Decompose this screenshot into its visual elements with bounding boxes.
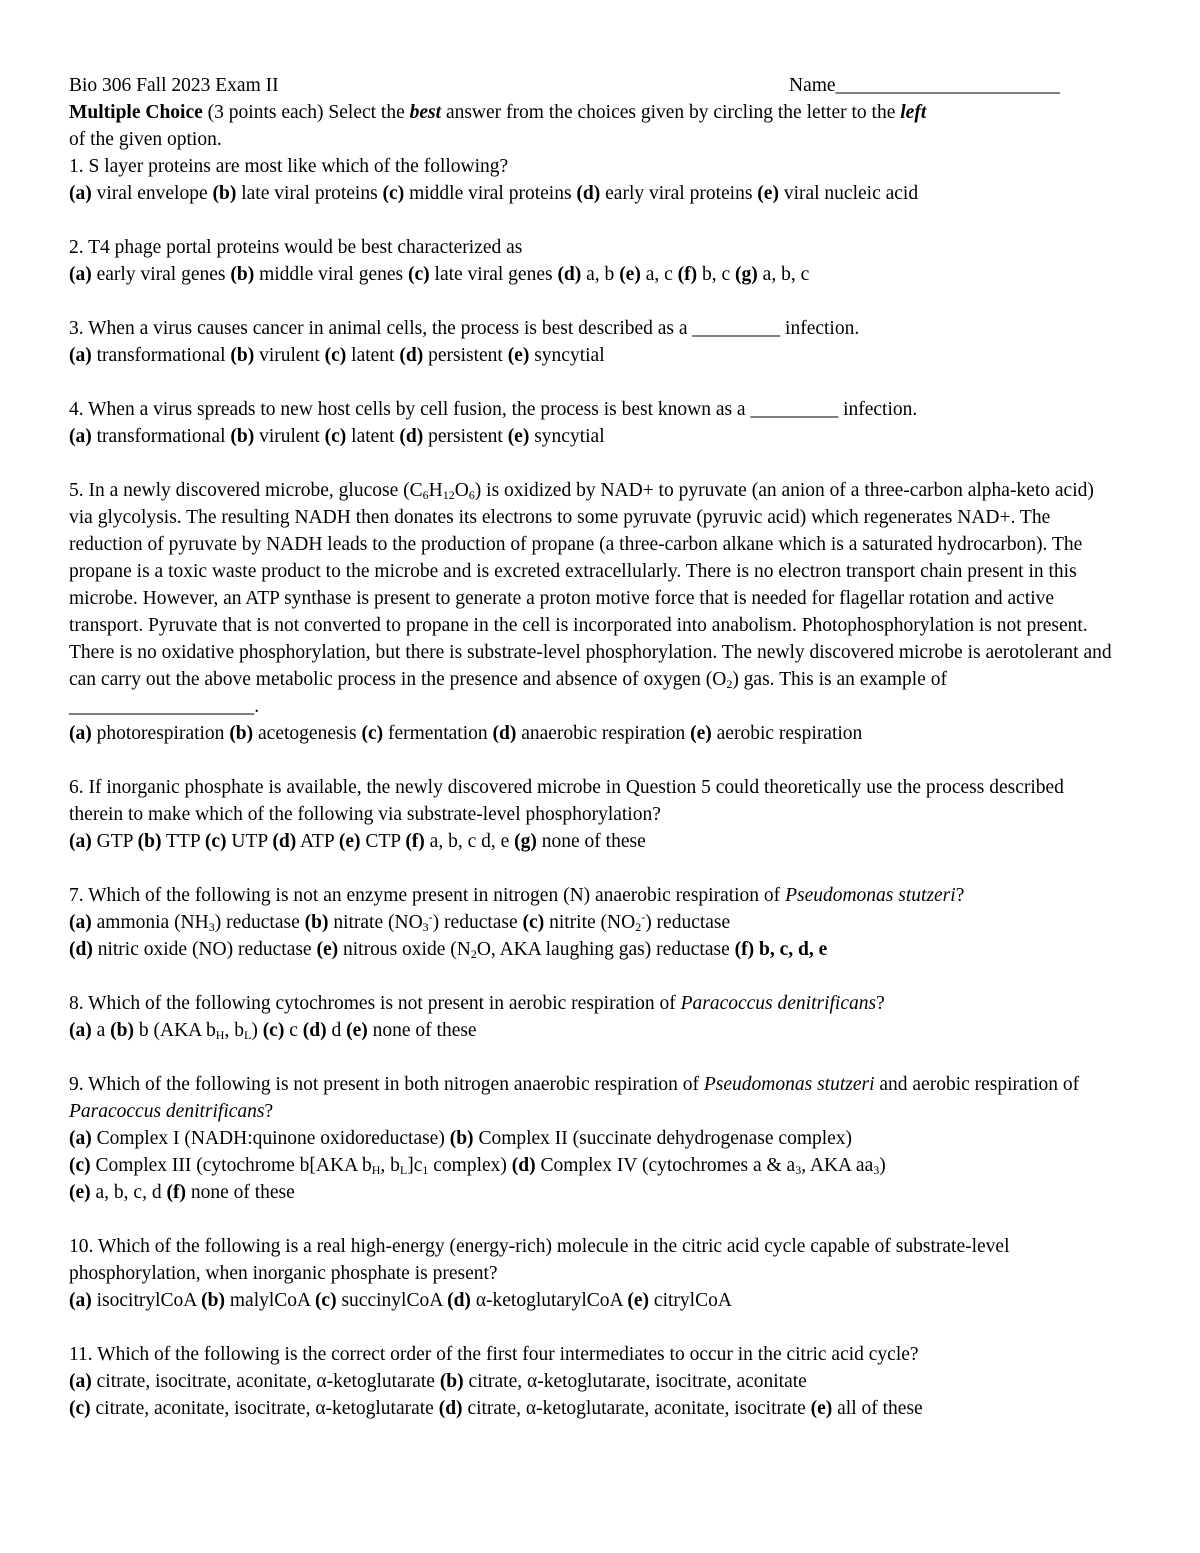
question-stem: 3. When a virus causes cancer in animal cells, the process is best described as a _________ infection. [69, 318, 860, 339]
species-name: Paracoccus denitrificans [69, 1101, 265, 1122]
question-1 [69, 153, 1119, 207]
option-text: syncytial [534, 426, 605, 447]
option-text: , b [224, 1020, 244, 1041]
option-text: latent [351, 426, 395, 447]
option-text: virulent [259, 345, 320, 366]
option-letter-c[interactable]: (c) [69, 1155, 91, 1176]
answer-options [69, 909, 1119, 936]
option-letter-f[interactable]: (f) [166, 1182, 186, 1203]
option-text: transformational [96, 426, 226, 447]
option-text: CTP [365, 831, 401, 852]
option-text: , b [380, 1155, 400, 1176]
option-text: (3 points each) Select the [202, 102, 410, 123]
option-text: ? [264, 1101, 274, 1122]
option-text: ) reductase [432, 912, 518, 933]
option-letter-f[interactable]: (f) [677, 264, 698, 285]
option-text: ammonia (NH [96, 912, 209, 933]
option-letter-b[interactable]: (b) [439, 1371, 464, 1392]
option-text: viral envelope [96, 183, 208, 204]
option-letter-c[interactable]: (c) [324, 345, 347, 366]
option-letter-f[interactable]: (f) [734, 939, 755, 960]
option-text: a, b, c d, e [429, 831, 510, 852]
option-letter-b[interactable]: (b) [449, 1128, 474, 1149]
question-stem [69, 477, 1119, 720]
option-text: 3 [422, 920, 429, 934]
option-text: late viral genes [434, 264, 553, 285]
option-text: Complex IV (cytochromes a & a [540, 1155, 796, 1176]
answer-options [69, 828, 1119, 855]
option-text: 2 [726, 677, 733, 691]
answer-options [69, 1395, 1119, 1422]
option-text: nitric oxide (NO) reductase [97, 939, 312, 960]
name-label: Name [789, 75, 836, 96]
option-text: ) [879, 1155, 886, 1176]
answer-options [69, 180, 1119, 207]
option-letter-a[interactable]: (a) [69, 1371, 92, 1392]
option-letter-e[interactable]: (e) [627, 1290, 650, 1311]
option-letter-d[interactable]: (d) [447, 1290, 471, 1311]
option-text: b (AKA b [138, 1020, 216, 1041]
option-text: a, b, c [762, 264, 810, 285]
option-letter-a[interactable]: (a) [69, 723, 92, 744]
option-letter-c[interactable]: (c) [314, 1290, 337, 1311]
answer-options [69, 1179, 1119, 1206]
option-text: H [215, 1028, 225, 1042]
option-text: O [454, 480, 469, 501]
option-text: a, c [645, 264, 673, 285]
option-letter-g[interactable]: (g) [735, 264, 758, 285]
option-text: - [641, 910, 646, 924]
option-letter-c[interactable]: (c) [262, 1020, 285, 1041]
option-text: ? [955, 885, 965, 906]
answer-options [69, 1287, 1119, 1314]
option-text: a [96, 1020, 106, 1041]
option-text: anaerobic respiration [521, 723, 686, 744]
option-text: ) [251, 1020, 258, 1041]
exam-page [69, 72, 1119, 1422]
question-stem [69, 1071, 1119, 1125]
option-letter-b[interactable]: (b) [304, 912, 329, 933]
question-2 [69, 234, 1119, 288]
option-letter-a[interactable]: (a) [69, 1020, 92, 1041]
option-text: none of these [372, 1020, 477, 1041]
option-letter-d[interactable]: (d) [69, 939, 93, 960]
question-4 [69, 396, 1119, 450]
option-text: L [399, 1163, 408, 1177]
option-text: virulent [259, 426, 320, 447]
option-text: early viral genes [96, 264, 226, 285]
option-text: fermentation [387, 723, 488, 744]
option-text: a, b [586, 264, 615, 285]
option-letter-a[interactable]: (a) [69, 912, 92, 933]
option-text: ) is oxidized by NAD+ to pyruvate (an anion of a three-carbon alpha-keto acid) via glycolysis. The resulting NADH then donates its electrons to some pyruvate (pyruvic acid) which regenerates NAD+. The reduction of pyruvate by NADH leads to the production of propane (a three-carbon alkane which is a saturated hydrocarbon). The propane is a toxic waste product to the microbe and is excreted extracellularly. There is no electron transport chain present in this microbe. However, an ATP synthase is present to generate a proton motive force that is needed for flagellar rotation and active transport. Pyruvate that is not converted to propane in the cell is incorporated into anabolism. Photophosphorylation is not present. There is no oxidative phosphorylation, but there is substrate-level phosphorylation. The newly discovered microbe is aerotolerant and can carry out the above metabolic process in the presence and absence of oxygen (O [69, 480, 1112, 690]
option-letter-a[interactable]: (a) [69, 264, 92, 285]
option-text: 6 [422, 488, 429, 502]
option-text: middle viral genes [259, 264, 404, 285]
option-letter-b[interactable]: (b) [229, 723, 254, 744]
option-text: UTP [231, 831, 268, 852]
option-text: none of these [541, 831, 646, 852]
question-6 [69, 774, 1119, 855]
option-text: - [428, 910, 433, 924]
question-stem [69, 882, 1119, 909]
instructions [69, 99, 1119, 153]
answer-options [69, 1017, 1119, 1044]
option-letter-e[interactable]: (e) [507, 426, 530, 447]
option-text: 2 [470, 947, 477, 961]
question-stem [69, 990, 1119, 1017]
option-text: succinylCoA [341, 1290, 443, 1311]
option-letter-c[interactable]: (c) [522, 912, 545, 933]
option-text: aerobic respiration [716, 723, 863, 744]
option-letter-e[interactable]: (e) [757, 183, 779, 204]
emphasis-best: best [409, 102, 442, 123]
option-text: α-ketoglutarylCoA [475, 1290, 623, 1311]
option-text: 3 [795, 1163, 802, 1177]
option-text: malylCoA [229, 1290, 311, 1311]
option-letter-b[interactable]: (b) [230, 264, 255, 285]
question-8 [69, 990, 1119, 1044]
option-letter-e[interactable]: (e) [507, 345, 530, 366]
option-letter-e[interactable]: (e) [810, 1398, 833, 1419]
option-text: 8. Which of the following cytochromes is not present in aerobic respiration of [69, 993, 681, 1014]
option-text: Complex II (succinate dehydrogenase complex) [478, 1128, 853, 1149]
option-letter-e[interactable]: (e) [69, 1182, 91, 1203]
option-text: citrate, α-ketoglutarate, aconitate, isocitrate [467, 1398, 806, 1419]
name-field[interactable] [789, 72, 1060, 99]
answer-options [69, 261, 1119, 288]
option-letter-d[interactable]: (d) [511, 1155, 536, 1176]
option-letter-a[interactable]: (a) [69, 426, 92, 447]
option-text: transformational [96, 345, 226, 366]
species-name: Pseudomonas stutzeri [703, 1074, 875, 1095]
option-letter-a[interactable]: (a) [69, 831, 92, 852]
question-5 [69, 477, 1119, 747]
question-9 [69, 1071, 1119, 1206]
question-stem: 2. T4 phage portal proteins would be best characterized as [69, 237, 523, 258]
option-letter-a[interactable]: (a) [69, 1128, 92, 1149]
option-text: ) gas. This is an example of ___________________. [69, 669, 947, 717]
option-letter-e[interactable]: (e) [619, 264, 641, 285]
option-letter-f[interactable]: (f) [405, 831, 425, 852]
option-text: citrate, α-ketoglutarate, isocitrate, aconitate [468, 1371, 807, 1392]
option-text: nitrate (NO [333, 912, 423, 933]
option-text: a, b, c, d [95, 1182, 162, 1203]
option-text: 3 [208, 920, 215, 934]
question-stem: 10. Which of the following is a real high-energy (energy-rich) molecule in the citric acid cycle capable of substrate-level phosphorylation, when inorganic phosphate is present? [69, 1236, 1010, 1284]
option-letter-a[interactable]: (a) [69, 345, 92, 366]
option-text: middle viral proteins [409, 183, 572, 204]
option-letter-b[interactable]: (b) [230, 426, 255, 447]
option-text: latent [351, 345, 395, 366]
option-text: b, c [702, 264, 731, 285]
question-stem: 6. If inorganic phosphate is available, the newly discovered microbe in Question 5 could theoretically use the process described therein to make which of the following via substrate-level phosphorylation? [69, 777, 1064, 825]
option-text: citrate, aconitate, isocitrate, α-ketoglutarate [95, 1398, 434, 1419]
option-text: syncytial [534, 345, 605, 366]
option-text: H [428, 480, 443, 501]
option-letter-c[interactable]: (c) [204, 831, 227, 852]
answer-options [69, 720, 1119, 747]
question-10 [69, 1233, 1119, 1314]
exam-title: Bio 306 Fall 2023 Exam II [69, 75, 279, 96]
option-letter-c[interactable]: (c) [69, 1398, 91, 1419]
option-text: persistent [428, 426, 503, 447]
option-letter-b[interactable]: (b) [212, 183, 237, 204]
option-letter-e[interactable]: (e) [316, 939, 339, 960]
option-letter-d[interactable]: (d) [557, 264, 582, 285]
option-letter-a[interactable]: (a) [69, 183, 92, 204]
option-text: L [243, 1028, 252, 1042]
option-text: O, AKA laughing gas) reductase [476, 939, 730, 960]
option-letter-e[interactable]: (e) [338, 831, 361, 852]
option-letter-b[interactable]: (b) [201, 1290, 226, 1311]
option-text: 7. Which of the following is not an enzyme present in nitrogen (N) anaerobic respiration of [69, 885, 786, 906]
option-text: H [371, 1163, 381, 1177]
option-letter-e[interactable]: (e) [690, 723, 712, 744]
option-text: of the given option. [69, 129, 222, 150]
emphasis-left: left [900, 102, 927, 123]
option-text: isocitrylCoA [96, 1290, 197, 1311]
option-letter-d[interactable]: (d) [399, 426, 424, 447]
name-blank[interactable]: _______________________ [835, 75, 1060, 96]
option-text: Complex I (NADH:quinone oxidoreductase) [96, 1128, 445, 1149]
option-letter-g[interactable]: (g) [514, 831, 537, 852]
option-letter-c[interactable]: (c) [361, 723, 384, 744]
option-text: 9. Which of the following is not present in both nitrogen anaerobic respiration of [69, 1074, 704, 1095]
question-stem: 11. Which of the following is the correct order of the first four intermediates to occur in the citric acid cycle? [69, 1344, 919, 1365]
option-text: and aerobic respiration of [874, 1074, 1080, 1095]
question-stem: 1. S layer proteins are most like which of the following? [69, 156, 509, 177]
option-letter-b[interactable]: (b) [110, 1020, 134, 1041]
option-text: late viral proteins [241, 183, 378, 204]
option-text: Complex III (cytochrome b[AKA b [95, 1155, 372, 1176]
option-letter-d[interactable]: (d) [438, 1398, 463, 1419]
option-text: 2 [635, 920, 642, 934]
option-text: TTP [166, 831, 200, 852]
option-text: b, c, d, e [758, 939, 828, 960]
option-text: ATP [300, 831, 334, 852]
option-text: d [331, 1020, 342, 1041]
option-text: complex) [428, 1155, 507, 1176]
answer-options [69, 1125, 1119, 1152]
option-text: citrylCoA [653, 1290, 732, 1311]
option-text: c [289, 1020, 298, 1041]
option-text: ]c [407, 1155, 423, 1176]
option-letter-d[interactable]: (d) [399, 345, 424, 366]
option-text: all of these [837, 1398, 923, 1419]
option-text: GTP [96, 831, 133, 852]
option-letter-d[interactable]: (d) [272, 831, 297, 852]
option-text: photorespiration [96, 723, 225, 744]
option-text: viral nucleic acid [783, 183, 919, 204]
option-text: 3 [873, 1163, 880, 1177]
answer-options [69, 342, 1119, 369]
option-text: none of these [190, 1182, 295, 1203]
option-text: 5. In a newly discovered microbe, glucose (C [69, 480, 423, 501]
option-letter-d[interactable]: (d) [302, 1020, 327, 1041]
option-letter-b[interactable]: (b) [230, 345, 255, 366]
option-text: , AKA aa [801, 1155, 874, 1176]
option-text: nitrite (NO [549, 912, 636, 933]
option-text: 1 [422, 1163, 429, 1177]
option-letter-e[interactable]: (e) [346, 1020, 368, 1041]
option-text: ? [876, 993, 885, 1014]
option-letter-a[interactable]: (a) [69, 1290, 92, 1311]
option-letter-d[interactable]: (d) [492, 723, 517, 744]
option-text: early viral proteins [605, 183, 753, 204]
instructions-lead: Multiple Choice [69, 102, 203, 123]
option-letter-c[interactable]: (c) [382, 183, 405, 204]
option-text: acetogenesis [258, 723, 357, 744]
option-letter-c[interactable]: (c) [408, 264, 430, 285]
option-text: 6 [468, 488, 475, 502]
question-stem: 4. When a virus spreads to new host cells by cell fusion, the process is best known as a _________ infection. [69, 399, 918, 420]
answer-options [69, 936, 1119, 963]
option-text: ) reductase [214, 912, 300, 933]
exam-header [69, 72, 1119, 99]
option-text: persistent [428, 345, 503, 366]
answer-options [69, 423, 1119, 450]
answer-options [69, 1152, 1119, 1179]
species-name: Pseudomonas stutzeri [785, 885, 956, 906]
option-text: citrate, isocitrate, aconitate, α-ketoglutarate [96, 1371, 435, 1392]
question-7 [69, 882, 1119, 963]
answer-options [69, 1368, 1119, 1395]
option-text: answer from the choices given by circling the letter to the [441, 102, 901, 123]
species-name: Paracoccus denitrificans [680, 993, 877, 1014]
question-11 [69, 1341, 1119, 1422]
option-letter-d[interactable]: (d) [576, 183, 601, 204]
option-text: 12 [442, 488, 455, 502]
option-letter-c[interactable]: (c) [324, 426, 347, 447]
option-letter-b[interactable]: (b) [137, 831, 162, 852]
option-text: ) reductase [645, 912, 731, 933]
question-3 [69, 315, 1119, 369]
option-text: nitrous oxide (N [343, 939, 471, 960]
